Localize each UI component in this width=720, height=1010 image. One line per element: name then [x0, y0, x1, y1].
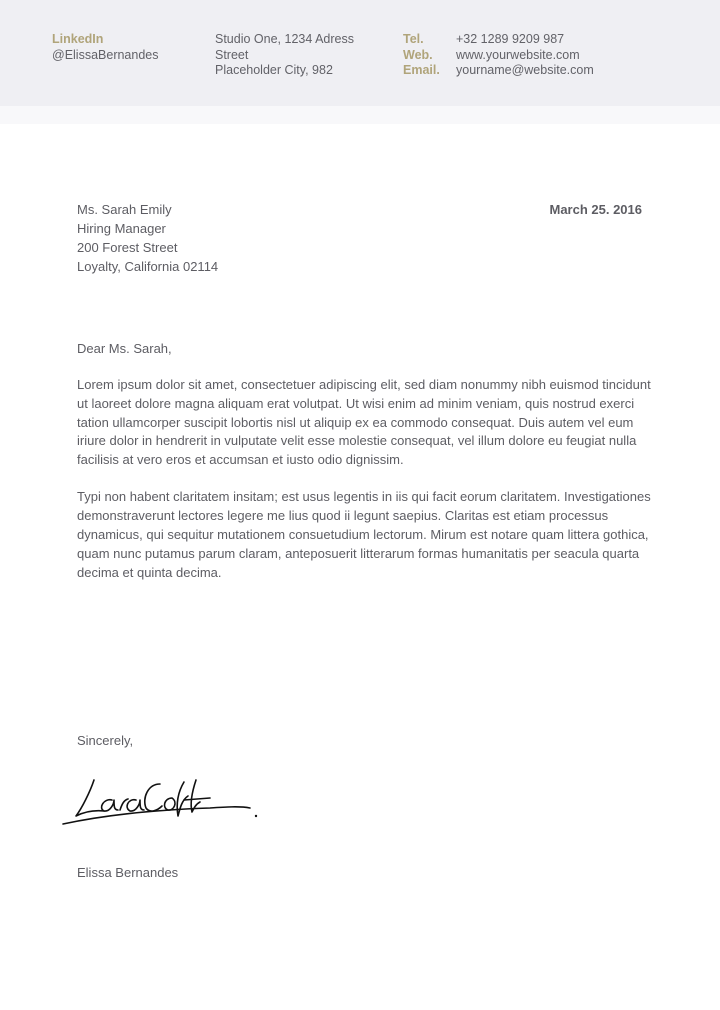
signer-name: Elissa Bernandes [77, 865, 179, 880]
social-label: LinkedIn [52, 32, 104, 46]
tel-label: Tel. [403, 32, 424, 46]
salutation: Dear Ms. Sarah, [77, 341, 172, 356]
contact-labels [403, 32, 440, 79]
recipient-line: Loyalty, California 02114 [77, 259, 219, 274]
contact-values [456, 32, 594, 79]
recipient-line: Ms. Sarah Emily [77, 202, 172, 217]
recipient-line: Hiring Manager [77, 221, 166, 236]
recipient-address [77, 200, 218, 276]
address-line: Street [215, 47, 249, 62]
web-value: www.yourwebsite.com [456, 47, 580, 62]
tel-value: +32 1289 9209 987 [456, 32, 565, 46]
signature-image [60, 770, 260, 830]
letter-date: March 25. 2016 [549, 202, 642, 217]
address-block [215, 32, 375, 79]
social-block [52, 32, 159, 63]
body-paragraph: Lorem ipsum dolor sit amet, consectetuer adipiscing elit, sed diam nonummy nibh euismod tincidunt ut laoreet dolore magna aliquam erat volutpat. Ut wisi enim ad minim veniam, quis nostrud exerci tation ullamcorper suscipit lobortis nisl ut aliquip ex ea commodo consequat. Duis autem vel eum iriure dolor in hendrerit in vulputate velit esse molestie consequat, vel illum dolore eu feugiat nulla facilisis at vero eros et accumsan et iusto odio dignissim. [77, 377, 651, 468]
body-paragraph: Typi non habent claritatem insitam; est usus legentis in iis qui facit eorum claritatem. Investigationes demonstraverunt lectores legere me lius quod ii legunt saepius. Claritas est etiam processus dynamicus, qui sequitur mutationem consuetudium lectorum. Mirum est notare quam littera gothica, quam nunc putamus parum claram, anteposuerit litterarum formas humanitatis per seacula quarta decima et quinta decima. [77, 489, 651, 580]
web-label: Web. [403, 47, 433, 62]
recipient-line: 200 Forest Street [77, 240, 178, 255]
address-line: Studio One, 1234 Adress [215, 32, 354, 46]
address-line: Placeholder City, 982 [215, 63, 333, 77]
letter-body [77, 376, 655, 601]
email-label: Email. [403, 63, 440, 77]
social-handle: @ElissaBernandes [52, 47, 159, 62]
closing: Sincerely, [77, 733, 134, 748]
email-value: yourname@website.com [456, 63, 594, 77]
letterhead-strip [0, 106, 720, 124]
